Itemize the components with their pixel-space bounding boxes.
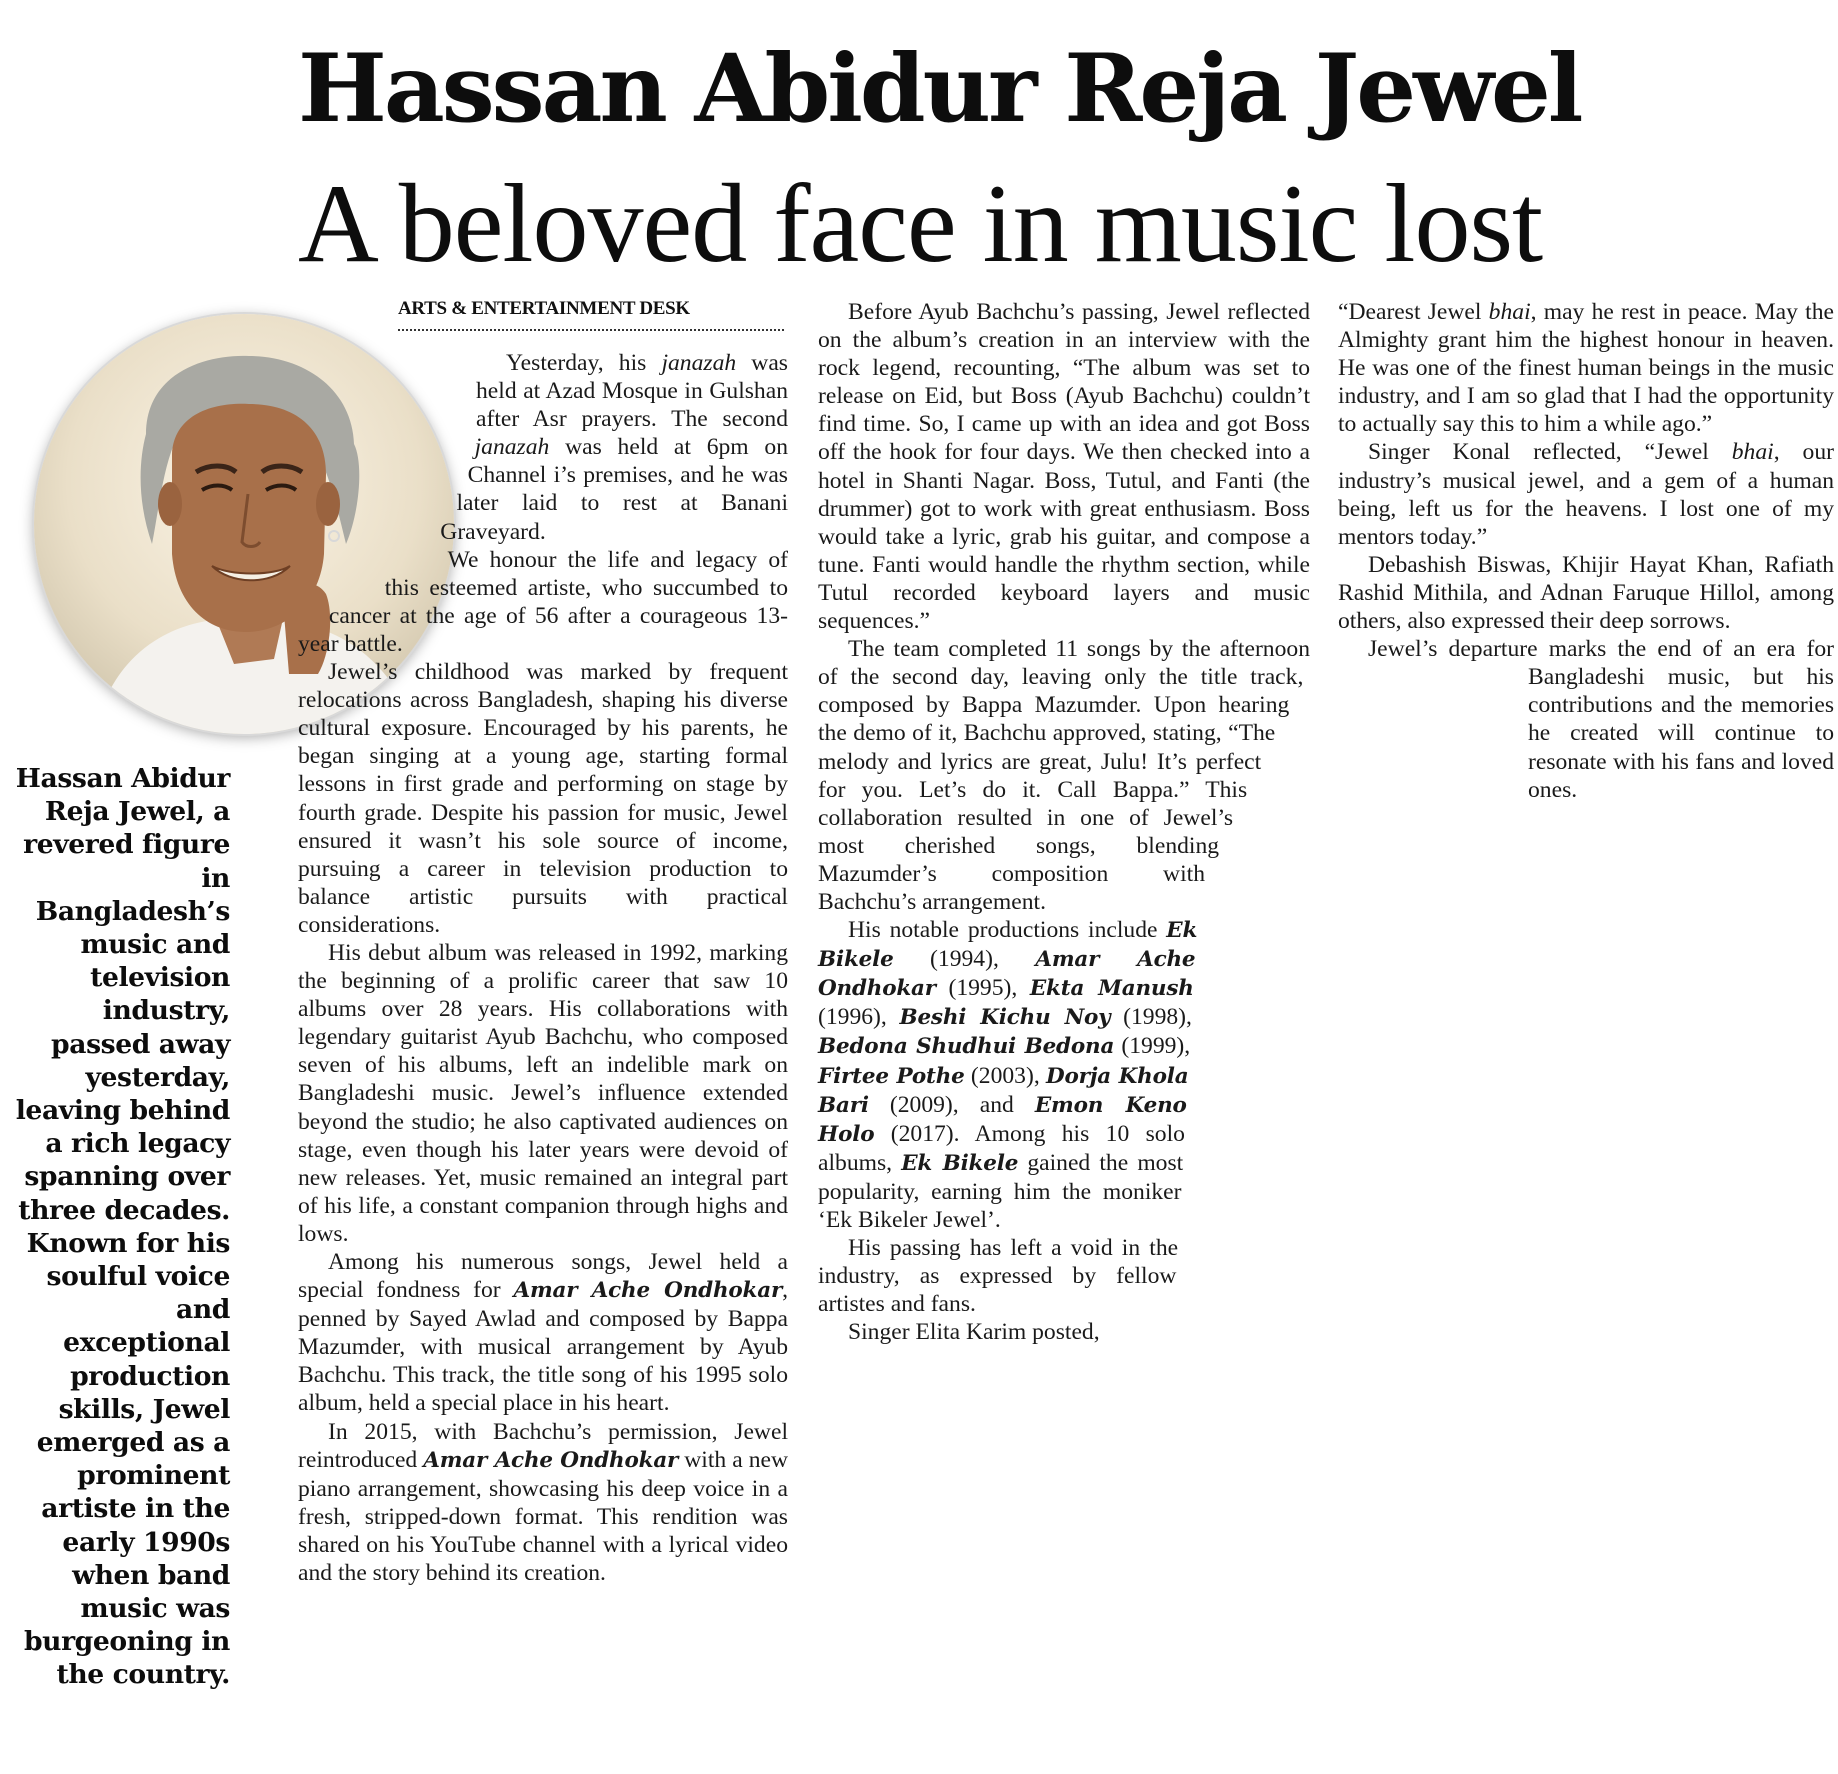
paragraph: Among his numerous songs, Jewel held a special fondness for Amar Ache Ondhokar, penned by Sayed Awlad and composed by Bappa Mazumder, with musical arrangement by Ayub Bachchu. This track, the title song of his 1995 solo album, held a special place in his heart.: [298, 1249, 788, 1417]
article-column-2: [818, 298, 1310, 1398]
subheadline: A beloved face in music lost: [298, 162, 1543, 286]
paragraph: “Dearest Jewel bhai, may he rest in peace. May the Almighty grant him the highest honour in heaven. He was one of the finest human beings in the music industry, and I am so glad that I had the opportunity to actually say this to him a while ago.”: [1338, 299, 1834, 438]
paragraph: Singer Konal reflected, “Jewel bhai, our industry’s musical jewel, and a gem of a human being, left us for the heavens. I lost one of my mentors today.”: [1338, 439, 1835, 550]
paragraph: Yesterday, his janazah was held at Azad Mosque in Gulshan after Asr prayers. The second janazah was held at 6pm on Channel i’s premises, and he was later laid to rest at Banani Graveyard.: [440, 350, 788, 545]
paragraph: His passing has left a void in the industry, as expressed by fellow artistes and fans.: [818, 1235, 1179, 1318]
paragraph: Before Ayub Bachchu’s passing, Jewel reflected on the album’s creation in an interview with the rock legend, recounting, “The album was set to release on Eid, but Boss (Ayub Bachchu) couldn’t find time. So, I came up with an idea and got Boss off the hook for four days. We then checked into a hotel in Shanti Nagar. Boss, Tutul, and Fanti (the drummer) got to work with great enthusiasm. Boss would take a lyric, grab his guitar, and compose a tune. Fanti would handle the rhythm section, while Tutul recorded keyboard layers and music sequences.”: [818, 299, 1310, 635]
pull-quote: Hassan Abidur Reja Jewel, a revered figure in Bangladesh’s music and television industry, passed away yesterday, leaving behind a rich legacy spanning over three decades. Known for his soulful voice and exceptional production skills, Jewel emerged as a prominent artiste in the early 1990s when band music was burgeoning in the country.: [15, 763, 230, 1691]
paragraph: The team completed 11 songs by the afternoon of the second day, leaving only the title track, composed by Bappa Mazumder. Upon hearing the demo of it, Bachchu approved, stating, “The melody and lyrics are great, Julu! It’s perfect for you. Let’s do it. Call Bappa.” This collaboration resulted in one of Jewel’s most cherished songs, blending Mazumder’s composition with Bachchu’s arrangement.: [818, 636, 1310, 915]
paragraph: His debut album was released in 1992, marking the beginning of a prolific career that saw 10 albums over 28 years. His collaborations with legendary guitarist Ayub Bachchu, who composed seven of his albums, left an indelible mark on Bangladeshi music. Jewel’s influence extended beyond the studio; he also captivated audiences on stage, even though his later years were devoid of new releases. Yet, music remained an integral part of his life, a constant companion through highs and lows.: [298, 939, 788, 1247]
paragraph: We honour the life and legacy of this esteemed artiste, who succumbed to cancer at the age of 56 after a courageous 13-year battle.: [298, 546, 788, 657]
headline: Hassan Abidur Reja Jewel: [298, 34, 1581, 144]
paragraph: His notable productions include Ek Bikele (1994), Amar Ache Ondhokar (1995), Ekta Manush (1996), Beshi Kichu Noy (1998), Bedona Shudhui Bedona (1999), Firtee Pothe (2003), Dorja Khola Bari (2009), and Emon Keno Holo (2017). Among his 10 solo albums, Ek Bikele gained the most popularity, earning him the moniker ‘Ek Bikeler Jewel’.: [818, 917, 1198, 1233]
paragraph: Singer Elita Karim posted,: [848, 1319, 1100, 1346]
article-column-3: [1338, 298, 1834, 1298]
paragraph: Jewel’s departure marks the end of an era for Bangladeshi music, but his contributions and the memories he created will continue to resonate with his fans and loved ones.: [1368, 636, 1834, 803]
article-column-1: [298, 349, 788, 1587]
paragraph: Debashish Biswas, Khijir Hayat Khan, Rafiath Rashid Mithila, and Adnan Faruque Hillol, among others, also expressed their deep sorrows.: [1338, 551, 1834, 635]
paragraph: In 2015, with Bachchu’s permission, Jewel reintroduced Amar Ache Ondhokar with a new piano arrangement, showcasing his deep voice in a fresh, stripped-down format. This rendition was shared on his YouTube channel with a lyrical video and the story behind its creation.: [298, 1418, 789, 1587]
byline: ARTS & ENTERTAINMENT DESK: [398, 298, 784, 331]
paragraph: Jewel’s childhood was marked by frequent relocations across Bangladesh, shaping his diverse cultural exposure. Encouraged by his parents, he began singing at a young age, starting formal lessons in first grade and performing on stage by fourth grade. Despite his passion for music, Jewel ensured it wasn’t his sole source of income, pursuing a career in television production to balance artistic pursuits with practical considerations.: [298, 659, 788, 938]
